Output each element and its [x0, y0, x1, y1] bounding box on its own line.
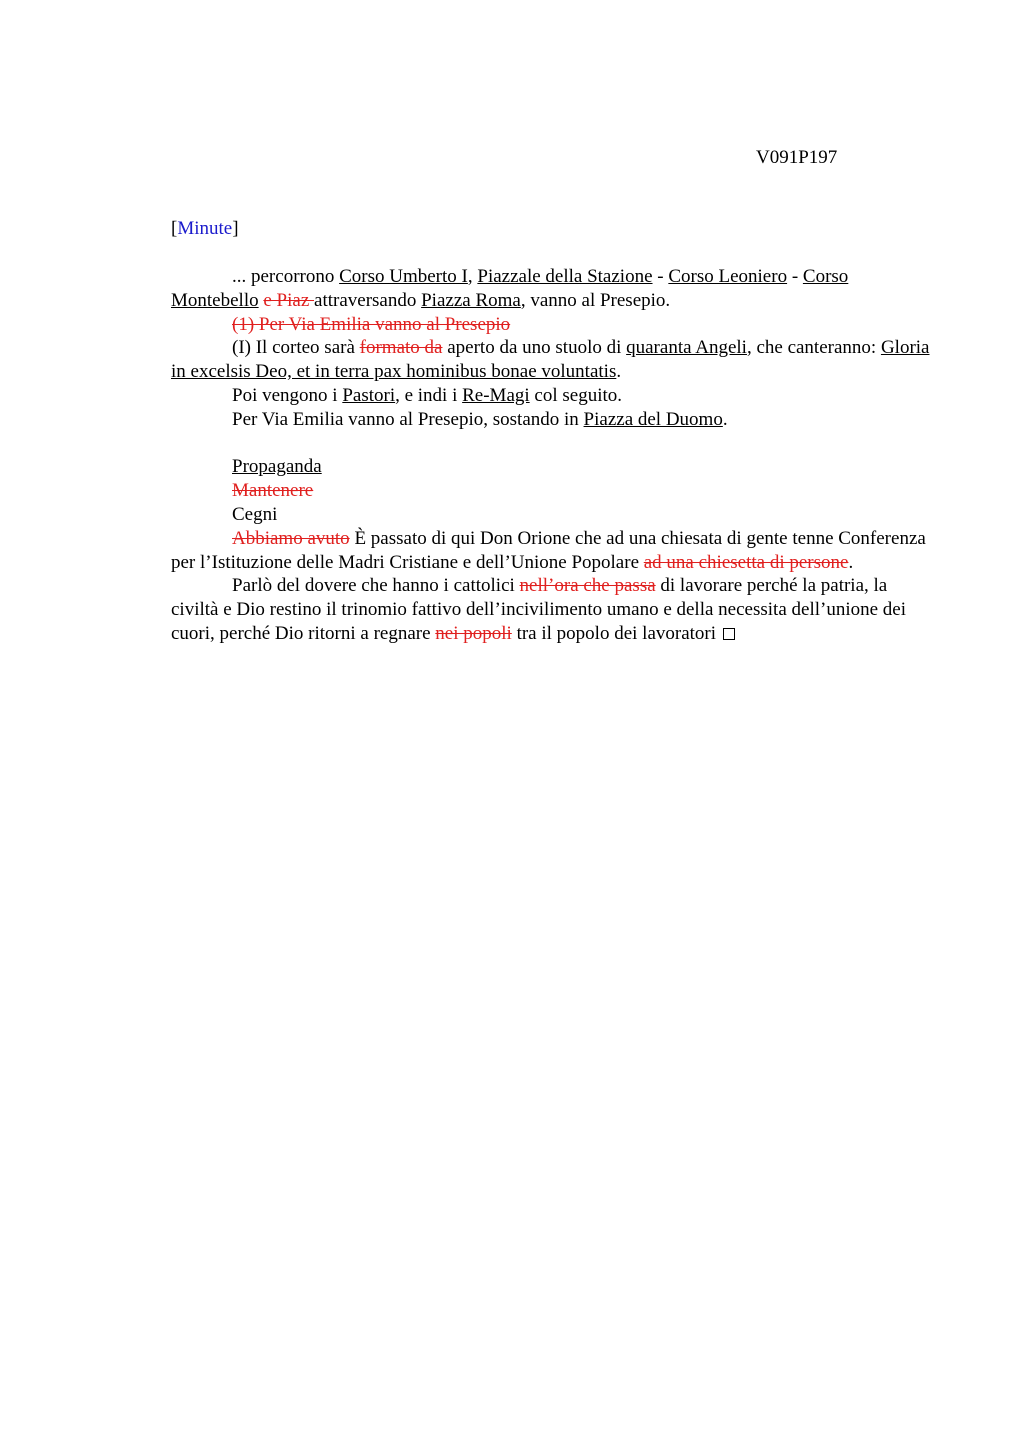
- line-deleted-mantenere: [171, 479, 931, 503]
- deleted-text: nell’ora che passa: [519, 575, 656, 597]
- text: attraversando: [314, 289, 422, 311]
- text: (I) Il corteo sarà: [232, 337, 360, 359]
- text: Poi vengono i: [232, 384, 343, 406]
- text: -: [787, 266, 803, 287]
- underlined-text: Gloria in excelsis Deo, et in terra pax hominibus bonae voluntatis: [171, 337, 930, 383]
- underlined-text: Corso Leoniero: [668, 266, 788, 287]
- underlined-text: Corso Umberto I: [339, 266, 468, 287]
- text: -: [652, 266, 669, 287]
- underlined-text: Re-Magi: [462, 384, 530, 406]
- text: .: [722, 408, 728, 430]
- underlined-text: Piazza del Duomo: [583, 408, 723, 430]
- underlined-text: Piazza Roma: [421, 289, 521, 311]
- text: , che canteranno:: [746, 337, 881, 359]
- deleted-text: ad una chiesetta di persone: [643, 551, 849, 573]
- text: .: [616, 361, 622, 383]
- deleted-text: Mantenere: [232, 480, 314, 502]
- checkbox-square-icon: [723, 628, 735, 640]
- paragraph-route: [171, 265, 931, 313]
- deleted-text: e Piaz: [263, 289, 315, 311]
- underlined-text: Piazzale della Stazione: [477, 266, 653, 287]
- paragraph-spacer: [171, 432, 931, 456]
- underlined-text: Propaganda: [232, 456, 322, 478]
- text: ,: [467, 266, 478, 287]
- paragraph-shepherds: [171, 384, 931, 408]
- document-body: [171, 265, 931, 646]
- text: Parlò del dovere che hanno i cattolici: [232, 575, 520, 597]
- text: col seguito.: [529, 384, 623, 406]
- header-label: Minute: [177, 218, 233, 239]
- line-cegni: [171, 503, 931, 527]
- text: , vanno al Presepio.: [520, 289, 671, 311]
- deleted-text: (1) Per Via Emilia vanno al Presepio: [232, 313, 511, 335]
- underlined-text: Corso Montebello: [171, 266, 849, 311]
- section-header: [171, 217, 239, 241]
- paragraph-via-emilia: [171, 408, 931, 432]
- text: ... percorrono: [232, 266, 340, 287]
- text: tra il popolo dei lavoratori: [511, 622, 717, 644]
- paragraph-procession: [171, 336, 931, 384]
- text: È passato di qui Don Orione che ad una chiesata di gente tenne Conferenza per l’Istituzione delle Madri Cristiane e dell’Unione Popolare: [171, 527, 926, 573]
- deleted-text: nei popoli: [435, 622, 512, 644]
- deleted-text: Abbiamo avuto: [232, 527, 350, 549]
- text: aperto da uno stuolo di: [442, 337, 627, 359]
- text: , e indi i: [395, 384, 463, 406]
- text: Cegni: [232, 503, 278, 525]
- text: Per Via Emilia vanno al Presepio, sostando in: [232, 408, 584, 430]
- header-bracket-open: [: [171, 218, 178, 239]
- underlined-text: quaranta Angeli: [626, 337, 747, 359]
- header-bracket-close: ]: [232, 218, 239, 239]
- text: di lavorare perché la patria, la civiltà e Dio restino il trinomio fattivo dell’incivilimento umano e della necessita dell’unione dei cuori, perché Dio ritorni a regnare: [171, 575, 906, 644]
- page-id: V091P197: [756, 147, 838, 168]
- deleted-text: formato da: [359, 337, 443, 359]
- paragraph-don-orione: [171, 527, 931, 575]
- underlined-text: Pastori: [342, 384, 396, 406]
- text: .: [848, 551, 854, 573]
- paragraph-deleted-note: [171, 313, 931, 337]
- heading-propaganda: [171, 455, 931, 479]
- paragraph-duty: [171, 574, 931, 645]
